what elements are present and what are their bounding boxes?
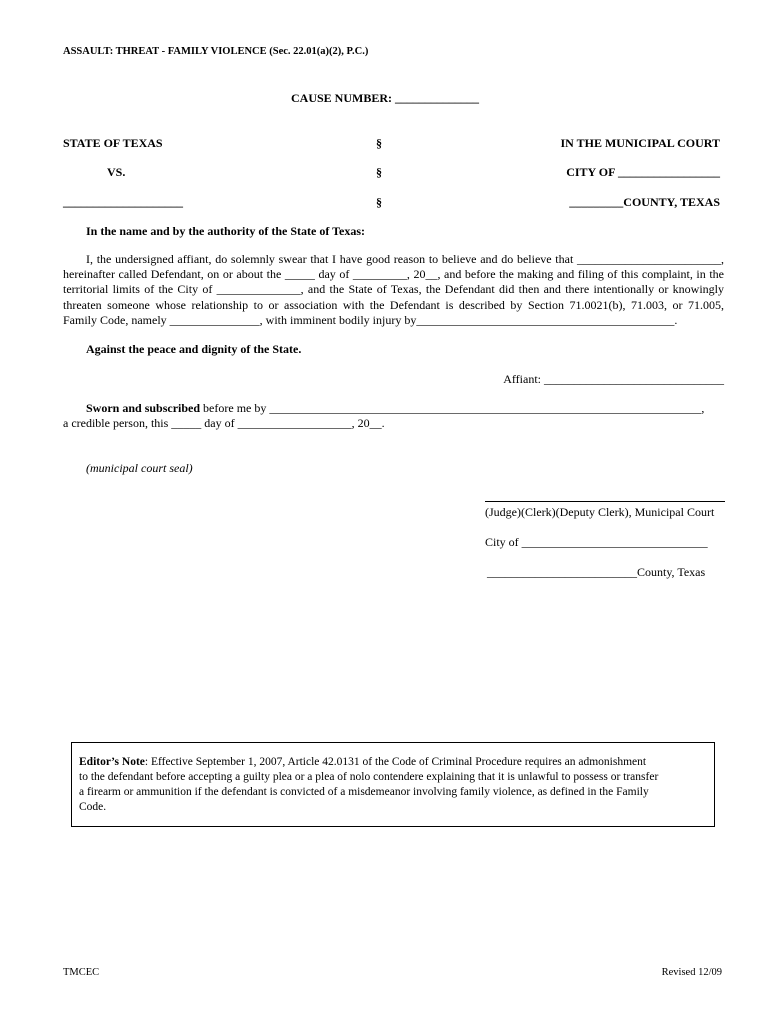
editors-note-text: : Effective September 1, 2007, Article 42.0131 of the Code of Criminal Procedure requires an admonishment (144, 756, 647, 768)
footer-revision: Revised 12/09 (661, 967, 722, 978)
municipal-court-seal: (municipal court seal) (86, 461, 193, 475)
complaint-line: I, the undersigned affiant, do solemnly swear that I have good reason to believe and do believe that ________________________, (86, 252, 724, 266)
caption-city-of: CITY OF _________________ (566, 165, 720, 179)
affiant-signature-line: Affiant: ______________________________ (503, 372, 724, 386)
caption-vs: VS. (107, 165, 126, 179)
sworn-line-2: a credible person, this _____ day of ___________________, 20__. (63, 416, 385, 430)
signature-city: City of _______________________________ (485, 535, 708, 549)
sworn-text: before me by ________________________________________________________________________, (200, 401, 705, 415)
editors-note-label: Editor’s Note (79, 756, 145, 768)
signature-county: _________________________County, Texas (487, 565, 706, 579)
editors-note-line: to the defendant before accepting a guilty plea or a plea of nolo contendere explaining that it is unlawful to possess or transfer (79, 771, 659, 783)
authority-statement: In the name and by the authority of the State of Texas: (86, 224, 366, 238)
section-symbol: § (376, 136, 382, 150)
sworn-line-1 (86, 401, 704, 416)
form-title: ASSAULT: THREAT - FAMILY VIOLENCE (Sec. 22.01(a)(2), P.C.) (63, 46, 369, 57)
caption-defendant-blank: ____________________ (63, 195, 183, 209)
caption-state-of-texas: STATE OF TEXAS (63, 136, 163, 150)
editors-note-box (71, 742, 715, 827)
caption-county: _________COUNTY, TEXAS (569, 195, 720, 209)
section-symbol: § (376, 165, 382, 179)
complaint-line: territorial limits of the City of ______________, and the State of Texas, the Defendant did then and there intentionally or knowingly (63, 282, 724, 297)
editors-note-line: Code. (79, 801, 107, 813)
complaint-line: hereinafter called Defendant, on or about the _____ day of _________, 20__, and before the making and filing of this complaint, in the (63, 267, 724, 282)
editors-note-line (79, 755, 707, 770)
footer-publisher: TMCEC (63, 967, 100, 978)
cause-number: CAUSE NUMBER: ______________ (290, 91, 479, 105)
peace-dignity-statement: Against the peace and dignity of the State. (86, 342, 302, 356)
complaint-line: Family Code, namely _______________, with imminent bodily injury by___________________________________________. (63, 312, 678, 327)
section-symbol: § (376, 195, 382, 209)
complaint-line: threaten someone whose relationship to or association with the Defendant is described by Section 71.0021(b), 71.003, or 71.005, (63, 297, 724, 312)
sworn-label: Sworn and subscribed (86, 401, 201, 415)
judge-signature-line (485, 501, 725, 502)
caption-municipal-court: IN THE MUNICIPAL COURT (560, 136, 720, 150)
complaint-paragraph (63, 252, 724, 328)
signature-title: (Judge)(Clerk)(Deputy Clerk), Municipal Court (485, 505, 715, 519)
editors-note-line: a firearm or ammunition if the defendant is convicted of a misdemeanor involving family violence, as defined in the Family (79, 786, 649, 798)
